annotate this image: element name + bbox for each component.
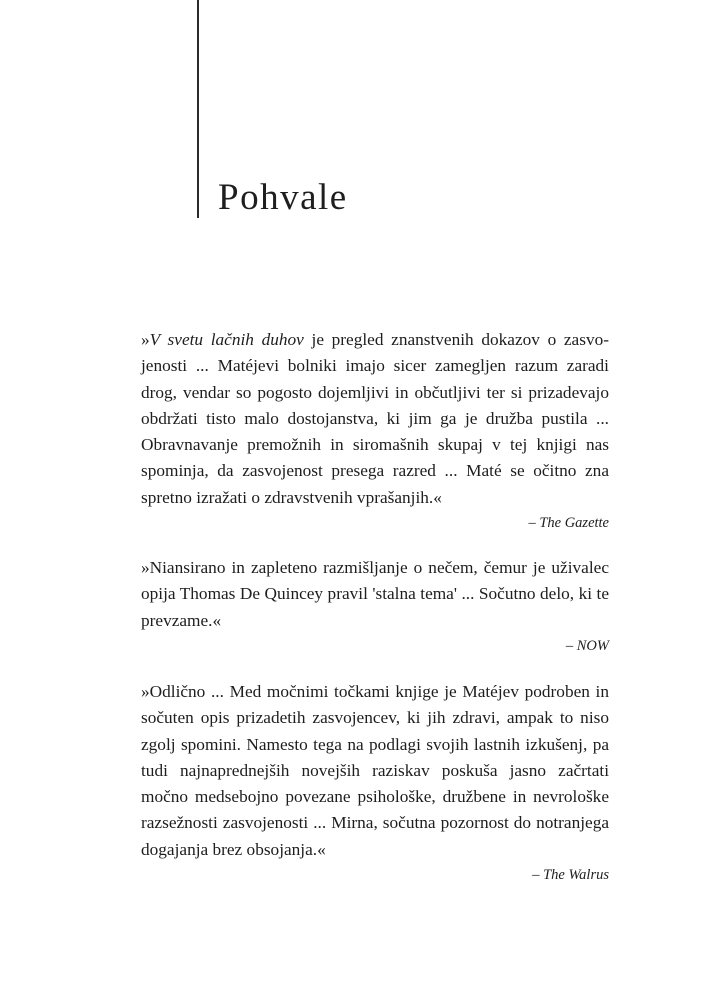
quote-source: – The Gazette [528,515,609,532]
quote-text: »Odlično ... Med močnimi točkami knjige je Matéjev podroben in sočuten opis prizadetih zasvojencev, ki jih zdravi, ampak to niso zgolj spomini. Namesto tega na podlagi svojih lastnih izkušenj, pa tudi najnaprednejših novejših raziskav poskuša jasno začrtati močno medsebojno povezane psihološke, družbene in nevrološke razsežnosti zasvojenosti ... Mirna, sočutna pozornost do notranjega dogajanja brez obsojanja.« [141,682,609,859]
book-title-italic: V svetu lačnih duhov [149,330,304,349]
quote-the-walrus [141,679,609,885]
quote-the-gazette [141,327,609,533]
quote-source: – NOW [565,637,609,654]
quote-now [141,555,609,656]
quote-text [141,327,609,511]
quote-source: – The Walrus [532,867,609,884]
quote-body: je pregled znanstvenih dokazov o zasvojenosti ... Matéjevi bolniki imajo sicer zamegljen razum zaradi drog, vendar so pogosto dojemljivi in občutljivi ter si prizadevajo obdržati tisto malo dostojanstva, ki jim ga je družba pustila ... Obravnavanje premožnih in siromašnih skupaj v tej knjigi nas spominja, da zasvojenost presega razred ... Maté se očitno zna spretno izražati o zdravstvenih vprašanjih.« [141,330,609,507]
quote-text: »Niansirano in zapleteno razmišljanje o nečem, čemur je uživalec opija Thomas De Quincey pravil 'stalna tema' ... Sočutno delo, ki te prevzame.« [141,558,609,630]
open-quote-mark: » [141,330,150,349]
page-title: Pohvale [218,177,348,218]
decorative-vertical-rule [197,0,199,218]
